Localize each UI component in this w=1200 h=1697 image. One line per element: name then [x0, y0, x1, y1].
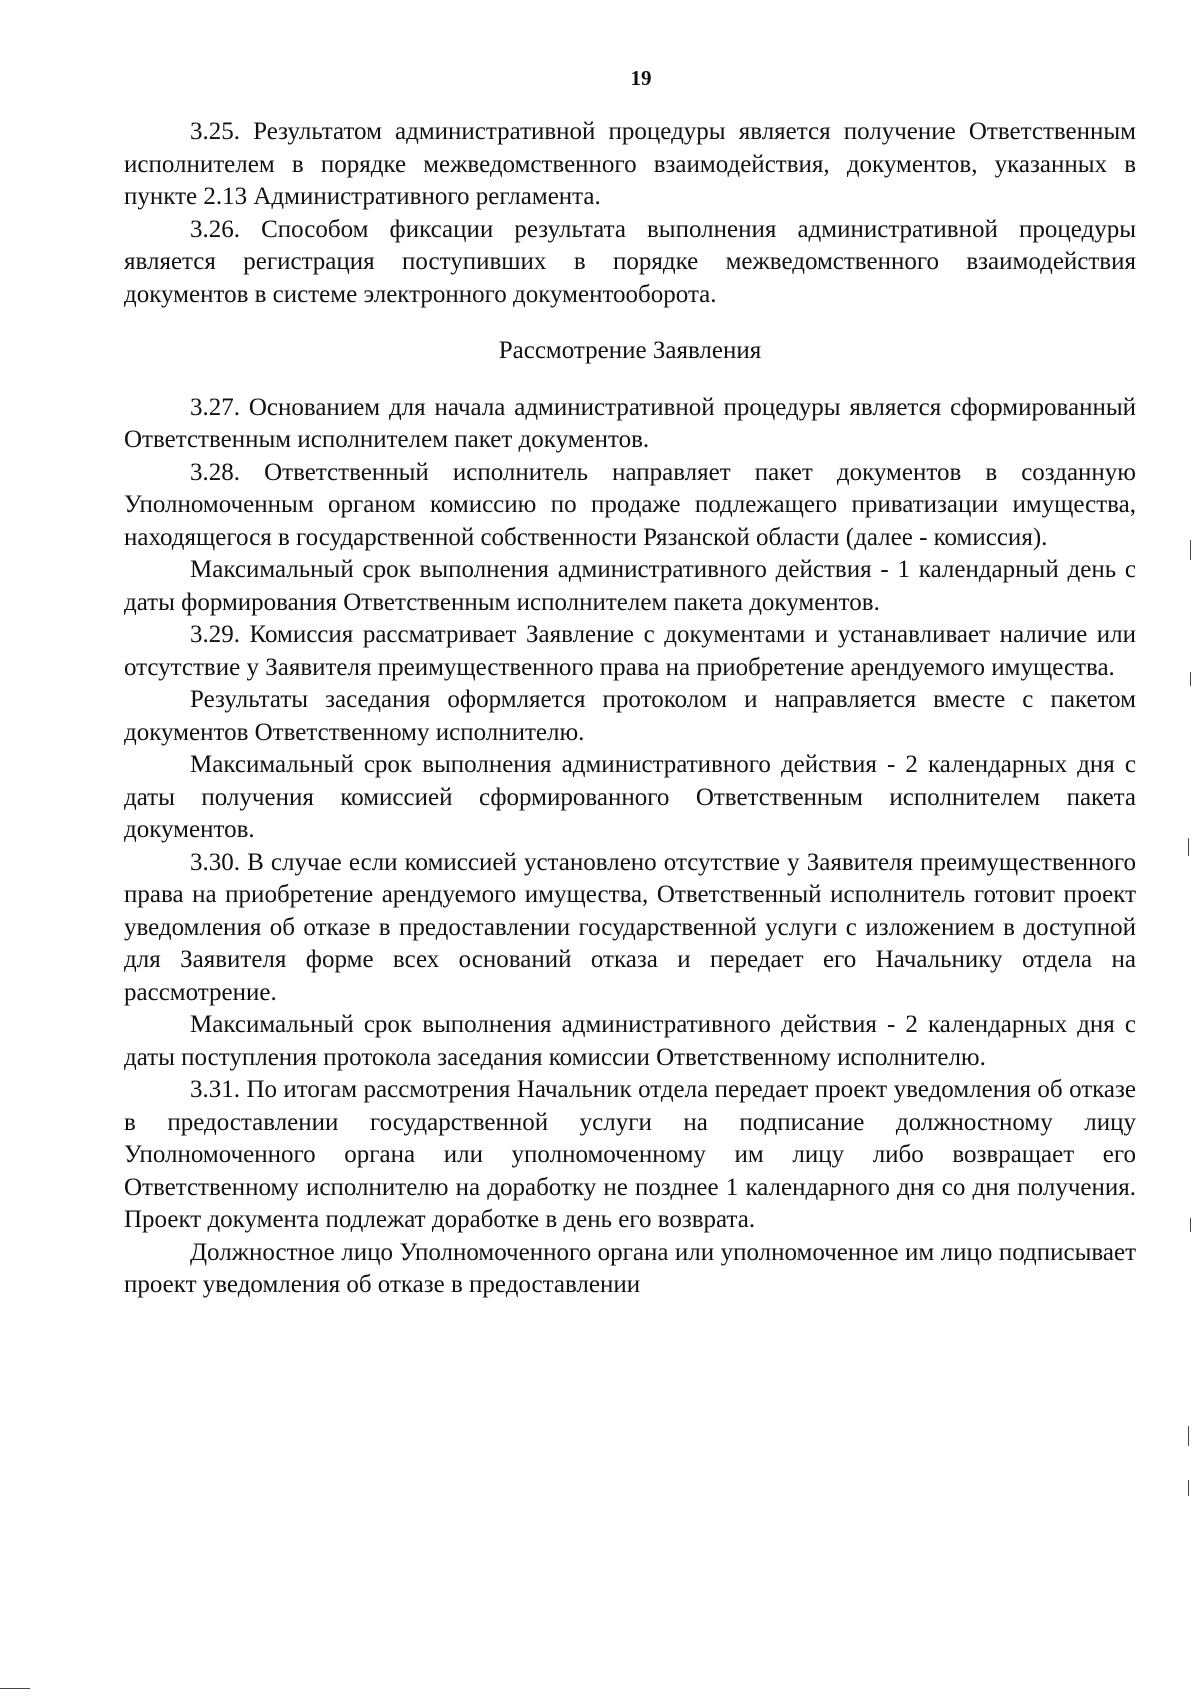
scan-mark [1188, 1426, 1189, 1446]
page-number: 19 [630, 66, 652, 90]
paragraph-3-30: 3.30. В случае если комиссией установлено отсутствие у Заявителя преимущественного права на приобретение арендуемого имущества, Ответственный исполнитель готовит проект уведомления об отказе в предоставлении государственной услуги с изложением в доступной для Заявителя форме всех оснований отказа и передает его Начальнику отдела на рассмотрение. [124, 848, 1136, 1006]
paragraph-3-31: 3.31. По итогам рассмотрения Начальник отдела передает проект уведомления об отказе в предоставлении государственной услуги на подписание должностному лицу Уполномоченного органа или уполномоченному им лицу либо возвращает его Ответственному исполнителю на доработку не позднее 1 календарного дня со дня получения. Проект документа подлежат доработке в день его возврата. [124, 1076, 1136, 1233]
paragraph-3-25: 3.25. Результатом административной процедуры является получение Ответственным исполнителем в порядке межведомственного взаимодействия, документов, указанных в пункте 2.13 Административного регламента. [124, 118, 1136, 210]
scan-mark [1188, 838, 1189, 856]
document-body [124, 116, 1136, 1302]
scan-mark [0, 1688, 30, 1689]
paragraph-3-28: 3.28. Ответственный исполнитель направляет пакет документов в созданную Уполномоченным органом комиссию по продаже подлежащего приватизации имущества, находящегося в государственной собственности Рязанской области (далее - комиссия). [124, 458, 1136, 551]
paragraph-max-term-2: Максимальный срок выполнения административного действия - 2 календарных дня с даты получения комиссией сформированного Ответственным исполнителем пакета документов. [124, 751, 1136, 843]
scan-mark [1188, 1480, 1189, 1496]
paragraph-official-signs: Должностное лицо Уполномоченного органа или уполномоченное им лицо подписывает проект уведомления об отказе в предоставлении [124, 1238, 1136, 1298]
paragraph-3-26: 3.26. Способом фиксации результата выполнения административной процедуры является регистрация поступивших в порядке межведомственного взаимодействия документов в системе электронного документооборота. [124, 215, 1136, 308]
paragraph-3-27: 3.27. Основанием для начала административной процедуры является сформированный Ответственным исполнителем пакет документов. [124, 393, 1136, 453]
paragraph-meeting-results: Результаты заседания оформляется протоколом и направляется вместе с пакетом документов Ответственному исполнителю. [124, 686, 1136, 746]
scan-mark [1190, 672, 1191, 686]
scan-mark [1190, 1218, 1191, 1232]
paragraph-max-term-3: Максимальный срок выполнения административного действия - 2 календарных дня с даты поступления протокола заседания комиссии Ответственному исполнителю. [124, 1011, 1136, 1071]
scan-mark [1190, 540, 1191, 560]
paragraph-max-term-1: Максимальный срок выполнения административного действия - 1 календарный день с даты формирования Ответственным исполнителем пакета документов. [124, 556, 1136, 616]
paragraph-3-29: 3.29. Комиссия рассматривает Заявление с документами и устанавливает наличие или отсутствие у Заявителя преимущественного права на приобретение арендуемого имущества. [124, 621, 1136, 681]
section-heading: Рассмотрение Заявления [498, 337, 762, 364]
